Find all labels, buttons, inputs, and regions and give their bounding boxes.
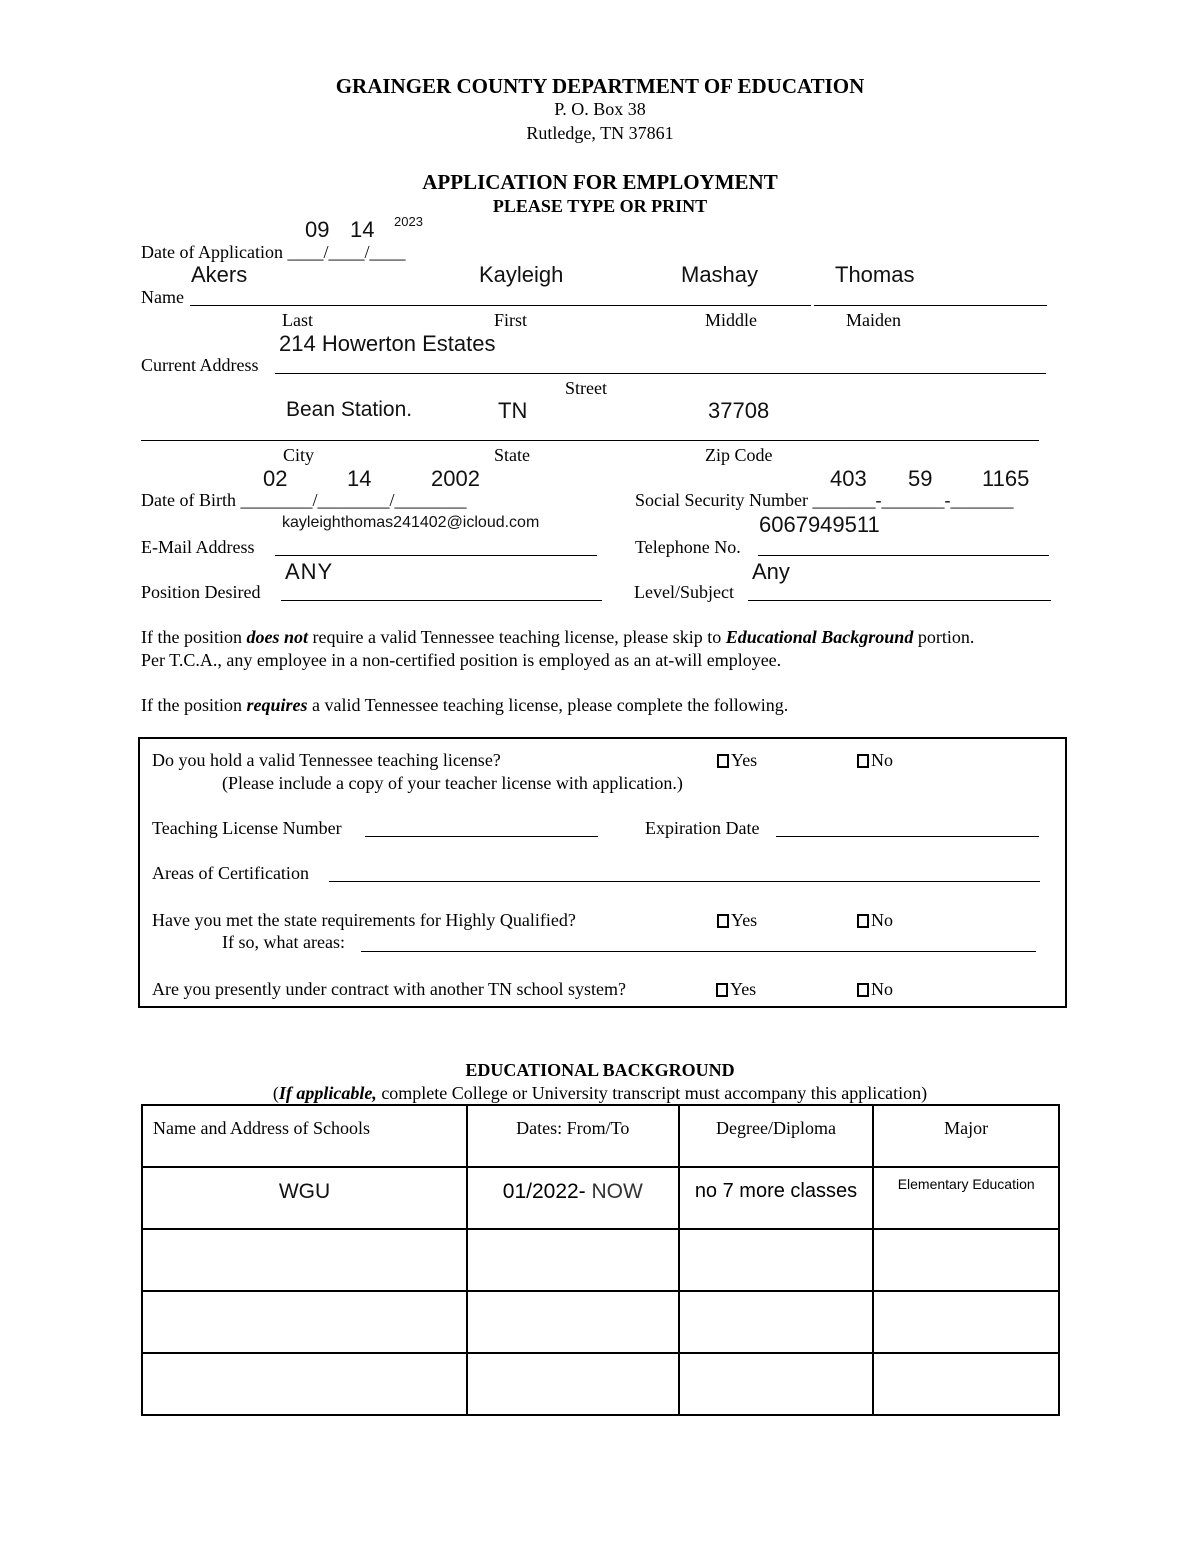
checkbox-icon[interactable] — [717, 914, 729, 928]
instruction-line-2: Per T.C.A., any employee in a non-certified position is employed as an at-will employee. — [141, 650, 782, 670]
hq-areas-line[interactable] — [361, 951, 1036, 952]
license-number-line[interactable] — [365, 836, 598, 837]
table-cell[interactable] — [467, 1353, 679, 1415]
instr-3a: If the position — [141, 695, 247, 715]
note-rest: complete College or University transcript must accompany this application) — [376, 1083, 928, 1103]
table-cell[interactable] — [467, 1291, 679, 1353]
instr-1e: portion. — [913, 627, 975, 647]
table-cell[interactable] — [873, 1167, 1059, 1229]
table-row — [142, 1229, 1059, 1291]
instr-1b: does not — [246, 627, 309, 647]
city-line — [141, 440, 1039, 441]
state-value[interactable]: TN — [498, 398, 528, 423]
no-label: No — [871, 910, 893, 930]
instr-1a: If the position — [141, 627, 247, 647]
form-subtitle: PLEASE TYPE OR PRINT — [492, 196, 708, 216]
name-line — [190, 305, 811, 306]
yes-label: Yes — [731, 750, 758, 770]
dob-year[interactable]: 2002 — [431, 466, 480, 491]
position-value[interactable]: ANY — [285, 559, 334, 584]
instr-3c: a valid Tennessee teaching license, please complete the following. — [307, 695, 789, 715]
maiden-line — [814, 305, 1047, 306]
instruction-line-3 — [141, 695, 788, 716]
first-name-value[interactable]: Kayleigh — [479, 262, 564, 287]
po-box: P. O. Box 38 — [554, 99, 646, 119]
table-cell[interactable] — [679, 1291, 874, 1353]
no-label: No — [871, 750, 893, 770]
street-value[interactable]: 214 Howerton Estates — [279, 331, 496, 356]
table-cell[interactable] — [679, 1353, 874, 1415]
header-cell — [679, 1105, 874, 1167]
dob-day[interactable]: 14 — [347, 466, 372, 491]
expiration-line[interactable] — [776, 836, 1039, 837]
instr-1d: Educational Background — [725, 627, 914, 647]
level-label: Level/Subject — [634, 582, 734, 602]
application-month[interactable]: 09 — [305, 217, 330, 242]
city-sublabel: City — [283, 445, 315, 465]
license-no[interactable] — [857, 750, 893, 771]
phone-line — [758, 555, 1049, 556]
checkbox-icon[interactable] — [717, 754, 729, 768]
header-cell — [873, 1105, 1059, 1167]
table-cell[interactable] — [142, 1229, 467, 1291]
dates-from: 01/2022- — [502, 1180, 586, 1203]
checkbox-icon[interactable] — [857, 983, 869, 997]
contract-question: Are you presently under contract with another TN school system? — [152, 979, 627, 999]
org-title: GRAINGER COUNTY DEPARTMENT OF EDUCATION — [335, 74, 865, 98]
level-value[interactable]: Any — [752, 559, 790, 584]
license-note: (Please include a copy of your teacher license with application.) — [222, 773, 683, 793]
header-cell — [142, 1105, 467, 1167]
note-applicable: If applicable, — [278, 1083, 377, 1103]
checkbox-icon[interactable] — [716, 983, 728, 997]
license-number-label: Teaching License Number — [152, 818, 342, 838]
table-row — [142, 1353, 1059, 1415]
ssn-part3[interactable]: 1165 — [982, 466, 1030, 491]
middle-sublabel: Middle — [705, 310, 757, 330]
hq-yes[interactable] — [717, 910, 757, 931]
dates-value[interactable] — [468, 1168, 678, 1204]
address-label: Current Address — [141, 355, 259, 375]
ssn-part1[interactable]: 403 — [830, 466, 867, 491]
table-cell[interactable] — [873, 1353, 1059, 1415]
hq-areas-label: If so, what areas: — [222, 932, 345, 952]
hq-no[interactable] — [857, 910, 893, 931]
level-line — [748, 600, 1051, 601]
education-table — [141, 1104, 1060, 1416]
email-value[interactable]: kayleighthomas241402@icloud.com — [282, 514, 540, 531]
table-row — [142, 1167, 1059, 1229]
application-date-label: Date of Application ____/____/____ — [141, 242, 406, 262]
table-cell[interactable] — [142, 1167, 467, 1229]
instr-3b: requires — [246, 695, 308, 715]
state-sublabel: State — [494, 445, 530, 465]
header-major: Major — [944, 1118, 989, 1138]
contract-no[interactable] — [857, 979, 893, 1000]
table-cell[interactable] — [142, 1353, 467, 1415]
city-value[interactable]: Bean Station. — [286, 398, 413, 421]
yes-label: Yes — [731, 910, 758, 930]
instr-1c: require a valid Tennessee teaching license, please skip to — [308, 627, 726, 647]
expiration-label: Expiration Date — [645, 818, 760, 838]
maiden-sublabel: Maiden — [846, 310, 901, 330]
license-question: Do you hold a valid Tennessee teaching license? — [152, 750, 501, 770]
position-label: Position Desired — [141, 582, 261, 602]
header-schools: Name and Address of Schools — [153, 1118, 370, 1138]
table-row — [142, 1291, 1059, 1353]
email-label: E-Mail Address — [141, 537, 255, 557]
table-cell[interactable] — [142, 1291, 467, 1353]
first-sublabel: First — [494, 310, 528, 330]
school-value[interactable]: WGU — [278, 1180, 331, 1203]
table-cell[interactable] — [467, 1167, 679, 1229]
dob-label: Date of Birth ________/________/________ — [141, 490, 467, 510]
areas-line[interactable] — [329, 881, 1040, 882]
header-degree: Degree/Diploma — [715, 1118, 836, 1138]
instruction-line-1 — [141, 627, 974, 648]
middle-name-value[interactable]: Mashay — [681, 262, 759, 287]
hq-question: Have you met the state requirements for Highly Qualified? — [152, 910, 576, 930]
last-sublabel: Last — [282, 310, 313, 330]
dates-to: NOW — [585, 1180, 643, 1203]
areas-label: Areas of Certification — [152, 863, 309, 883]
phone-label: Telephone No. — [635, 537, 741, 557]
table-cell[interactable] — [873, 1291, 1059, 1353]
header-cell — [467, 1105, 679, 1167]
checkbox-icon[interactable] — [857, 754, 869, 768]
org-city: Rutledge, TN 37861 — [526, 123, 674, 143]
table-cell[interactable] — [679, 1229, 874, 1291]
degree-value[interactable]: no 7 more classes — [694, 1180, 858, 1202]
ssn-label: Social Security Number _______-_______-_______ — [635, 490, 1014, 510]
zip-value[interactable]: 37708 — [708, 398, 770, 423]
position-line — [281, 600, 602, 601]
maiden-name-value[interactable]: Thomas — [835, 262, 915, 287]
name-label: Name — [141, 287, 184, 307]
street-sublabel: Street — [565, 378, 607, 398]
license-yes[interactable] — [717, 750, 757, 771]
table-cell[interactable] — [679, 1167, 874, 1229]
table-header-row — [142, 1105, 1059, 1167]
application-day[interactable]: 14 — [350, 217, 375, 242]
last-name-value[interactable]: Akers — [191, 262, 248, 287]
dob-month[interactable]: 02 — [263, 466, 288, 491]
no-label: No — [871, 979, 893, 999]
checkbox-icon[interactable] — [857, 914, 869, 928]
yes-label: Yes — [730, 979, 757, 999]
table-cell[interactable] — [873, 1229, 1059, 1291]
phone-value[interactable]: 6067949511 — [759, 512, 880, 537]
form-title: APPLICATION FOR EMPLOYMENT — [422, 170, 778, 194]
header-dates: Dates: From/To — [516, 1118, 630, 1138]
education-title: EDUCATIONAL BACKGROUND — [465, 1060, 735, 1080]
note-paren: ( — [272, 1083, 279, 1103]
zip-sublabel: Zip Code — [705, 445, 773, 465]
table-cell[interactable] — [467, 1229, 679, 1291]
application-year[interactable]: 2023 — [394, 214, 423, 229]
ssn-part2[interactable]: 59 — [908, 466, 933, 491]
email-line — [275, 555, 597, 556]
contract-yes[interactable] — [716, 979, 756, 1000]
major-value[interactable]: Elementary Education — [897, 1176, 1035, 1192]
education-note — [0, 1083, 1200, 1104]
street-line — [275, 373, 1046, 374]
